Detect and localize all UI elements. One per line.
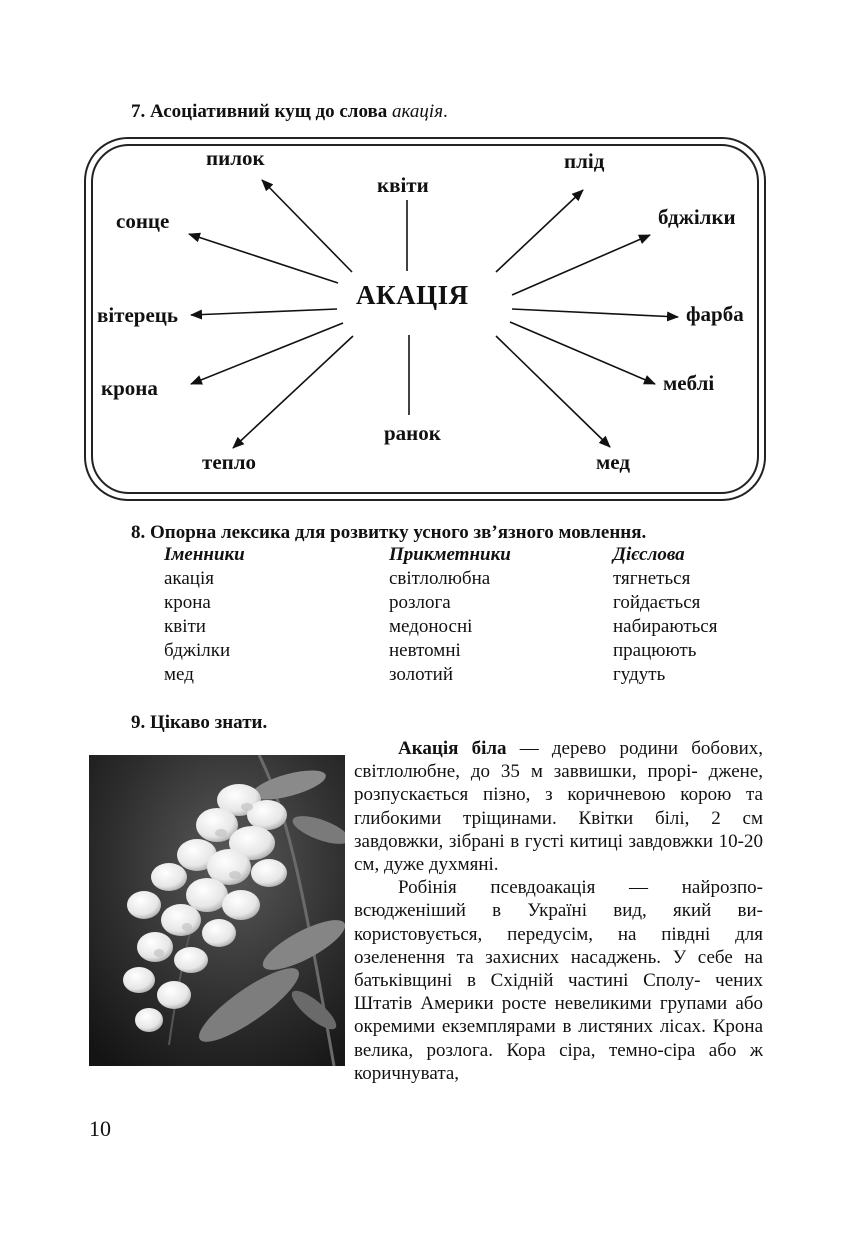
word-mebli: меблі (663, 371, 715, 395)
task7-heading: 7. Асоціативний кущ до слова акація. (131, 101, 448, 122)
center-word: АКАЦІЯ (356, 280, 469, 310)
list-item: тягнеться (613, 568, 691, 589)
word-farba: фарба (686, 302, 744, 326)
column-header: Іменники (164, 544, 245, 565)
arrow-med (496, 336, 610, 447)
column-verbs (613, 543, 717, 687)
word-med: мед (596, 450, 630, 474)
arrow-viterets (191, 309, 337, 315)
arrow-mebli (510, 322, 655, 384)
task9-heading: 9. Цікаво знати. (131, 712, 268, 733)
page-number: 10 (89, 1116, 111, 1141)
list-item: гойдається (613, 592, 701, 613)
arrow-pylok (262, 180, 352, 272)
word-viterets: вітерець (97, 303, 179, 327)
word-krona: крона (101, 376, 158, 400)
list-item: гудуть (613, 664, 666, 685)
paragraph-2: Робінія псевдоакація — найрозпо- всюдженіший в Україні вид, який ви- користовується, передусім, на півдні для озеленення та захисних насаджень. У себе на батьківщині в Східній частині Сполу- чених Штатів Америки росте невеликими групами або окремими екземплярами в листяних лісах. Крона велика, розлога. Кора сіра, темно-сіра або ж коричнувата, (354, 877, 763, 1084)
paragraph-1: Акація біла — дерево родини бобових, світлолюбне, до 35 м заввишки, прорі- джене, розпускається пізно, з коричневою корою та глибокими тріщинами. Квітки білі, 2 см завдовжки, зібрані в густі китиці завдовжки 10-20 см, дуже духмяні. (354, 738, 763, 876)
list-item: працюють (613, 640, 697, 661)
word-pylok: пилок (206, 146, 265, 170)
arrow-plid (496, 190, 583, 272)
list-item: акація (164, 568, 214, 589)
word-kvity: квіти (377, 173, 429, 197)
list-item: набираються (613, 616, 718, 637)
column-adjectives (389, 543, 511, 687)
list-item: світлолюбна (389, 568, 491, 589)
word-ranok: ранок (384, 421, 441, 445)
list-item: медоносні (389, 616, 473, 637)
word-teplo: тепло (202, 450, 257, 474)
arrow-krona (191, 323, 343, 384)
arrow-sontse (189, 234, 338, 283)
list-item: мед (164, 664, 194, 685)
list-item: квіти (164, 616, 206, 637)
column-header: Дієслова (613, 544, 685, 565)
list-item: крона (164, 592, 211, 613)
word-plid: плід (564, 149, 605, 173)
acacia-flower-photo (89, 755, 345, 1066)
word-sontse: сонце (116, 209, 170, 233)
list-item: бджілки (164, 640, 231, 661)
arrow-bdzhilky (512, 235, 650, 295)
arrow-farba (512, 309, 678, 317)
task9-text (354, 737, 763, 1085)
list-item: золотий (389, 664, 454, 685)
word-bdzhilky: бджілки (658, 205, 736, 229)
list-item: розлога (389, 592, 451, 613)
column-header: Прикметники (389, 544, 511, 565)
arrow-teplo (233, 336, 353, 448)
column-nouns (164, 543, 245, 687)
task8-heading: 8. Опорна лексика для розвитку усного зв’язного мовлення. (131, 522, 647, 543)
term-acacia: Акація біла (398, 738, 507, 759)
list-item: невтомні (389, 640, 461, 661)
